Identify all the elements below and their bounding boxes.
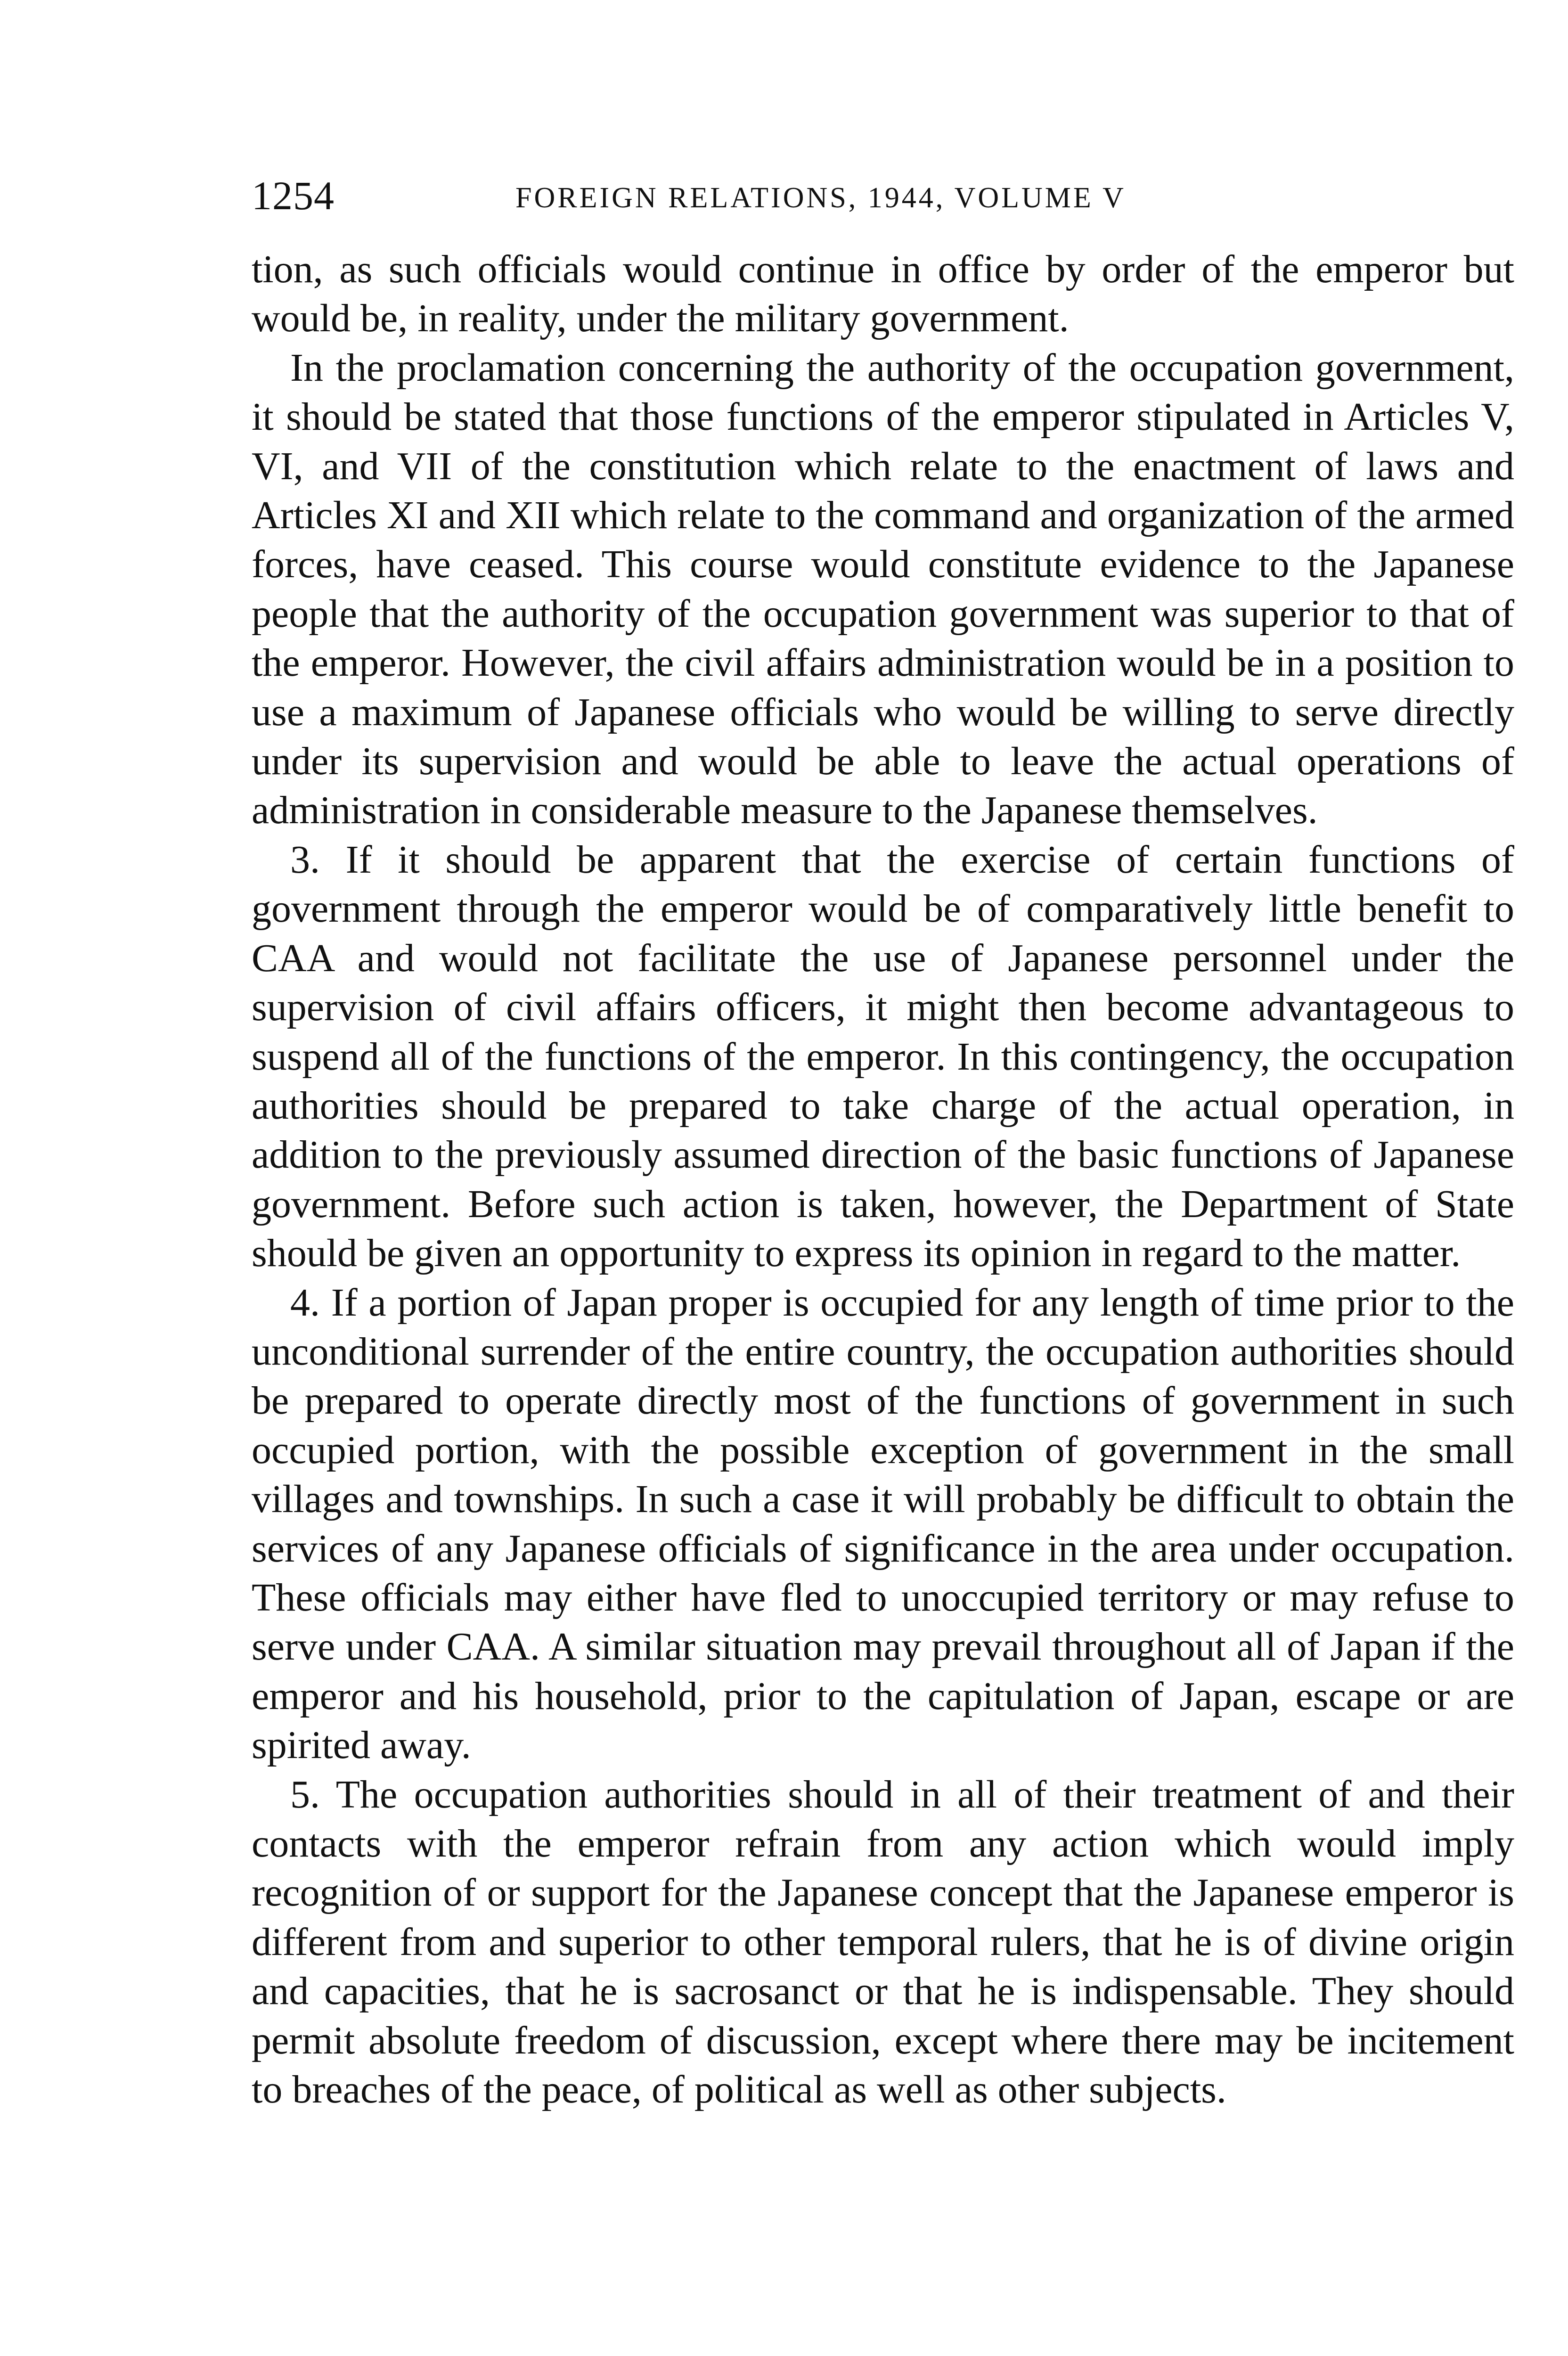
- paragraph-proclamation: In the proclamation concerning the authority of the occupation government, it should be stated that those functions of the emperor stipulated in Articles V, VI, and VII of the constitution which relate to the enactment of laws and Articles XI and XII which relate to the command and organization of the armed forces, have ceased. This course would constitute evidence to the Japanese people that the authority of the occupation government was superior to that of the emperor. However, the civil affairs administration would be in a position to use a maximum of Japanese officials who would be willing to serve directly under its supervision and would be able to leave the actual operations of administration in considerable measure to the Japanese themselves.: [252, 345, 1514, 833]
- running-title: FOREIGN RELATIONS, 1944, VOLUME V: [515, 182, 1126, 214]
- paragraph-item-5: 5. The occupation authorities should in all of their treatment of and their contacts with the emperor refrain from any action which would imply recognition of or support for the Japanese concept that the Japanese emperor is different from and superior to other temporal rulers, that he is of divine origin and capacities, that he is sacrosanct or that he is indispensable. They should permit absolute freedom of discussion, except where there may be incitement to breaches of the peace, of political as well as other subjects.: [252, 1772, 1514, 2112]
- paragraph-item-4: 4. If a portion of Japan proper is occupied for any length of time prior to the unconditional surrender of the entire country, the occupation authorities should be prepared to operate directly most of the functions of government in such occupied portion, with the possible exception of government in the small villages and townships. In such a case it will probably be difficult to obtain the services of any Japanese officials of significance in the area under occupation. These officials may either have fled to unoccupied territory or may refuse to serve under CAA. A similar situation may prevail throughout all of Japan if the emperor and his household, prior to the capitulation of Japan, escape or are spirited away.: [252, 1280, 1514, 1767]
- paragraph-continuation: tion, as such officials would continue in office by order of the emperor but would be, in reality, under the military government.: [252, 247, 1514, 341]
- running-head: [252, 170, 1514, 221]
- paragraph-item-3: 3. If it should be apparent that the exercise of certain functions of government through the emperor would be of comparatively little benefit to CAA and would not facilitate the use of Japanese personnel under the supervision of civil affairs officers, it might then become advantageous to suspend all of the functions of the emperor. In this contingency, the occupation authorities should be prepared to take charge of the actual operation, in addition to the previously assumed direction of the basic functions of Japanese government. Before such action is taken, however, the Department of State should be given an opportunity to express its opinion in regard to the matter.: [252, 837, 1514, 1276]
- page-number: 1254: [252, 173, 335, 218]
- body-text: [252, 245, 1514, 2114]
